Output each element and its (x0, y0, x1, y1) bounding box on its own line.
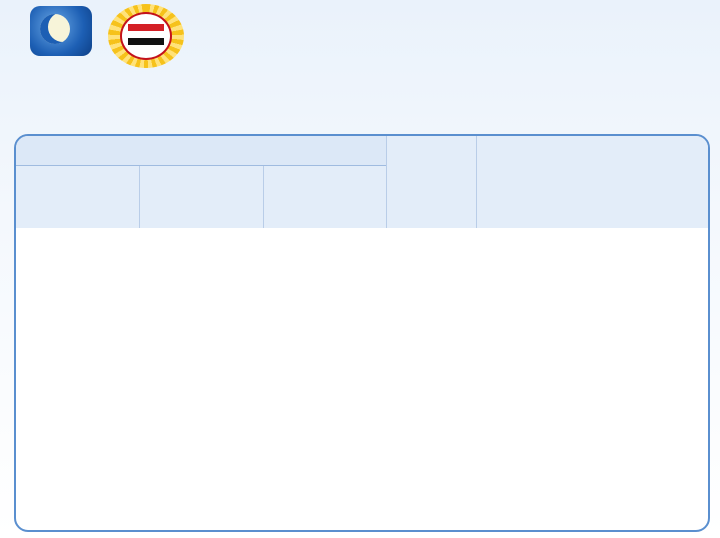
column-header-temperature (386, 136, 476, 228)
phenomena-subheaders (16, 166, 386, 228)
forecast-table (14, 134, 710, 532)
meteorological-authority-logo (108, 4, 184, 68)
top-header (0, 0, 720, 136)
column-group-header-phenomena (16, 136, 386, 166)
column-header-wind (139, 166, 262, 228)
column-header-region (476, 136, 708, 228)
crescent-icon (40, 14, 70, 44)
egypt-flag-icon (128, 24, 164, 46)
column-header-fog (263, 166, 386, 228)
ramadan-logo (30, 6, 92, 56)
column-header-clouds (16, 166, 139, 228)
